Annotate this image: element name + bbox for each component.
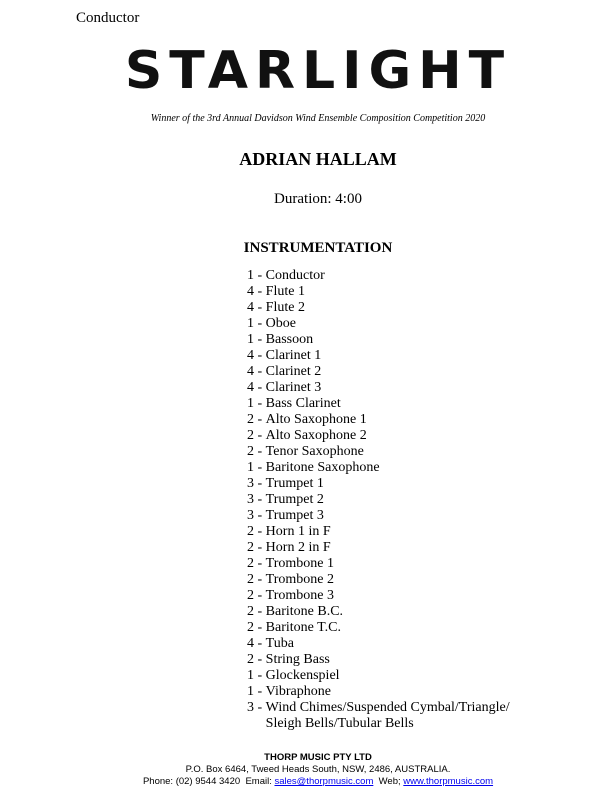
- instrument-quantity: 3: [247, 700, 254, 715]
- instrument-name: Flute 2: [265, 300, 305, 315]
- instrument-name: Trumpet 3: [265, 508, 324, 523]
- quantity-separator: -: [254, 604, 266, 619]
- instrument-name: Vibraphone: [265, 684, 331, 699]
- instrument-name: Oboe: [265, 316, 296, 331]
- email-link[interactable]: sales@thorpmusic.com: [274, 776, 374, 787]
- instrument-item: [247, 268, 516, 284]
- instrument-quantity: 4: [247, 348, 254, 363]
- instrument-quantity: 1: [247, 460, 254, 475]
- phone-number: Phone: (02) 9544 3420: [142, 776, 241, 787]
- quantity-separator: -: [254, 492, 266, 507]
- instrument-name: Trumpet 1: [265, 476, 324, 491]
- quantity-separator: -: [254, 268, 266, 283]
- instrument-item: [247, 668, 516, 684]
- quantity-separator: -: [254, 380, 266, 395]
- instrument-item: [247, 684, 516, 700]
- instrument-name: Clarinet 1: [265, 348, 322, 363]
- quantity-separator: -: [254, 460, 266, 475]
- instrument-name: Trombone 2: [265, 572, 334, 587]
- quantity-separator: -: [254, 508, 266, 523]
- publisher-address: P.O. Box 6464, Tweed Heads South, NSW, 2486, AUSTRALIA.: [185, 764, 451, 775]
- instrument-item: [247, 332, 516, 348]
- instrument-name: Flute 1: [265, 284, 305, 299]
- instrument-quantity: 2: [247, 572, 254, 587]
- quantity-separator: -: [254, 348, 266, 363]
- quantity-separator: -: [254, 412, 266, 427]
- quantity-separator: -: [254, 652, 266, 667]
- instrument-name: Baritone B.C.: [265, 604, 344, 619]
- award-subtitle: Winner of the 3rd Annual Davidson Wind Ensemble Composition Competition 2020: [150, 113, 486, 124]
- instrument-item: [247, 300, 516, 316]
- web-label: Web;: [378, 776, 401, 787]
- quantity-separator: -: [254, 668, 266, 683]
- quantity-separator: -: [254, 428, 266, 443]
- instrument-name: Trombone 3: [265, 588, 334, 603]
- instrument-quantity: 3: [247, 492, 254, 507]
- instrument-item: [247, 396, 516, 412]
- instrument-item: [247, 556, 516, 572]
- instrument-quantity: 4: [247, 300, 254, 315]
- instrument-item: [247, 412, 516, 428]
- instrumentation-list: [247, 268, 516, 732]
- quantity-separator: -: [254, 700, 266, 715]
- quantity-separator: -: [254, 684, 266, 699]
- instrument-quantity: 2: [247, 652, 254, 667]
- instrument-name: Trumpet 2: [265, 492, 324, 507]
- instrument-item: [247, 348, 516, 364]
- part-label: Conductor: [76, 10, 140, 26]
- instrument-quantity: 2: [247, 412, 254, 427]
- instrument-name: Tuba: [265, 636, 294, 651]
- quantity-separator: -: [254, 300, 266, 315]
- instrument-item: [247, 588, 516, 604]
- instrument-quantity: 2: [247, 556, 254, 571]
- instrument-quantity: 3: [247, 476, 254, 491]
- quantity-separator: -: [254, 284, 266, 299]
- instrument-name: Baritone T.C.: [265, 620, 341, 635]
- instrument-item: [247, 540, 516, 556]
- instrument-item: [247, 636, 516, 652]
- instrument-quantity: 4: [247, 364, 254, 379]
- instrument-item: [247, 524, 516, 540]
- instrument-quantity: 1: [247, 668, 254, 683]
- instrument-name: Clarinet 3: [265, 380, 322, 395]
- quantity-separator: -: [254, 364, 266, 379]
- instrument-item: [247, 476, 516, 492]
- instrument-item: [247, 492, 516, 508]
- quantity-separator: -: [254, 588, 266, 603]
- instrument-quantity: 1: [247, 684, 254, 699]
- quantity-separator: -: [254, 444, 266, 459]
- publisher-contact: [0, 776, 600, 788]
- quantity-separator: -: [254, 540, 266, 555]
- instrument-name: Tenor Saxophone: [265, 444, 364, 459]
- instrument-name: Horn 1 in F: [265, 524, 331, 539]
- publisher-name: THORP MUSIC PTY LTD: [264, 752, 372, 763]
- instrument-quantity: 1: [247, 316, 254, 331]
- quantity-separator: -: [254, 332, 266, 347]
- instrument-quantity: 2: [247, 524, 254, 539]
- email-label: Email:: [245, 776, 272, 787]
- quantity-separator: -: [254, 316, 266, 331]
- instrument-name: Horn 2 in F: [265, 540, 331, 555]
- instrument-quantity: 4: [247, 284, 254, 299]
- instrumentation-heading: INSTRUMENTATION: [243, 240, 393, 256]
- instrument-quantity: 2: [247, 604, 254, 619]
- instrument-item: [247, 380, 516, 396]
- instrument-item: [247, 428, 516, 444]
- web-link[interactable]: www.thorpmusic.com: [403, 776, 494, 787]
- instrument-quantity: 2: [247, 620, 254, 635]
- instrument-item: [247, 700, 516, 732]
- quantity-separator: -: [254, 636, 266, 651]
- instrument-quantity: 1: [247, 396, 254, 411]
- instrument-item: [247, 508, 516, 524]
- instrument-name: Clarinet 2: [265, 364, 322, 379]
- instrument-name: Trombone 1: [265, 556, 334, 571]
- instrument-item: [247, 284, 516, 300]
- quantity-separator: -: [254, 620, 266, 635]
- instrument-quantity: 2: [247, 540, 254, 555]
- quantity-separator: -: [254, 524, 266, 539]
- instrument-item: [247, 652, 516, 668]
- instrument-item: [247, 572, 516, 588]
- instrument-name: String Bass: [265, 652, 330, 667]
- instrument-quantity: 2: [247, 588, 254, 603]
- instrument-item: [247, 460, 516, 476]
- instrument-quantity: 3: [247, 508, 254, 523]
- publisher-footer: [0, 752, 600, 788]
- instrument-quantity: 4: [247, 380, 254, 395]
- quantity-separator: -: [254, 396, 266, 411]
- instrument-quantity: 2: [247, 428, 254, 443]
- composer-name: ADRIAN HALLAM: [239, 149, 397, 169]
- instrument-quantity: 1: [247, 332, 254, 347]
- instrument-item: [247, 364, 516, 380]
- instrument-quantity: 1: [247, 268, 254, 283]
- instrument-name: Conductor: [265, 268, 325, 283]
- instrument-name: Alto Saxophone 1: [265, 412, 367, 427]
- instrument-name: Alto Saxophone 2: [265, 428, 367, 443]
- instrument-item: [247, 620, 516, 636]
- instrument-name: Bass Clarinet: [265, 396, 341, 411]
- piece-title: STARLIGHT: [124, 41, 512, 101]
- duration: Duration: 4:00: [274, 191, 362, 207]
- instrument-name: Wind Chimes/Suspended Cymbal/Triangle/ Sleigh Bells/Tubular Bells: [265, 700, 510, 731]
- instrument-quantity: 4: [247, 636, 254, 651]
- instrument-name: Glockenspiel: [265, 668, 340, 683]
- instrument-item: [247, 444, 516, 460]
- quantity-separator: -: [254, 572, 266, 587]
- quantity-separator: -: [254, 476, 266, 491]
- instrument-item: [247, 604, 516, 620]
- instrument-quantity: 2: [247, 444, 254, 459]
- instrument-name: Bassoon: [265, 332, 314, 347]
- instrument-name: Baritone Saxophone: [265, 460, 380, 475]
- instrument-item: [247, 316, 516, 332]
- quantity-separator: -: [254, 556, 266, 571]
